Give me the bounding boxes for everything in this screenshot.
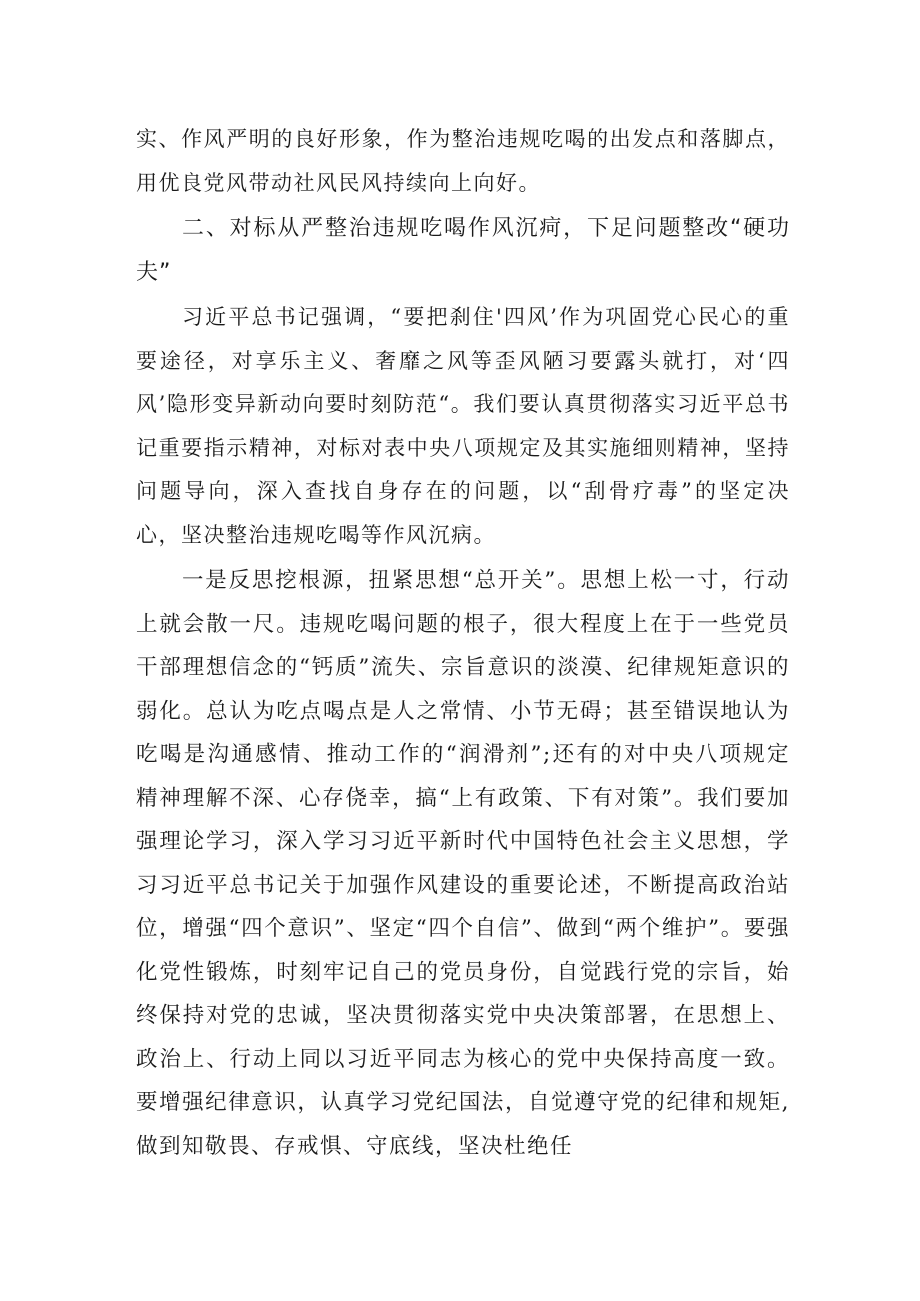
point-one-paragraph: 一是反思挖根源，扭紧思想“总开关”。思想上松一寸，行动上就会散一尺。违规吃喝问题的根子，很大程度上在于一些党员干部理想信念的“钙质”流失、宗旨意识的淡漠、纪律规矩意识的弱化。总认为吃点喝点是人之常情、小节无碍；甚至错误地认为吃喝是沟通感情、推动工作的“润滑剂”;还有的对中央八项规定精神理解不深、心存侥幸，搞“上有政策、下有对策”。我们要加强理论学习，深入学习习近平新时代中国特色社会主义思想，学习习近平总书记关于加强作风建设的重要论述，不断提高政治站位，增强“四个意识”、坚定“四个自信”、做到“两个维护”。要强化党性锻炼，时刻牢记自己的党员身份，自觉践行党的宗旨，始终保持对党的忠诚，坚决贯彻落实党中央决策部署，在思想上、政治上、行动上同以习近平同志为核心的党中央保持高度一致。要增强纪律意识，认真学习党纪国法，自觉遵守党的纪律和规矩,做到知敬畏、存戒惧、守底线，坚决杜绝任 <box>136 568 790 1159</box>
continuation-paragraph: 实、作风严明的良好形象，作为整治违规吃喝的出发点和落脚点，用优良党风带动社风民风持续向上向好。 <box>136 127 790 195</box>
document-body <box>136 118 790 1168</box>
quote-paragraph: 习近平总书记强调，“要把刹住'四风’作为巩固党心民心的重要途径，对享乐主义、奢靡之风等歪风陋习要露头就打，对‘四风’隐形变异新动向要时刻防范“。我们要认真贯彻落实习近平总书记重要指示精神，对标对表中央八项规定及其实施细则精神，坚持问题导向，深入查找自身存在的问题，以“刮骨疗毒”的坚定决心，坚决整治违规吃喝等作风沉病。 <box>136 305 790 547</box>
section-heading: 二、对标从严整治违规吃喝作风沉疴，下足问题整改“硬功夫” <box>136 216 790 285</box>
